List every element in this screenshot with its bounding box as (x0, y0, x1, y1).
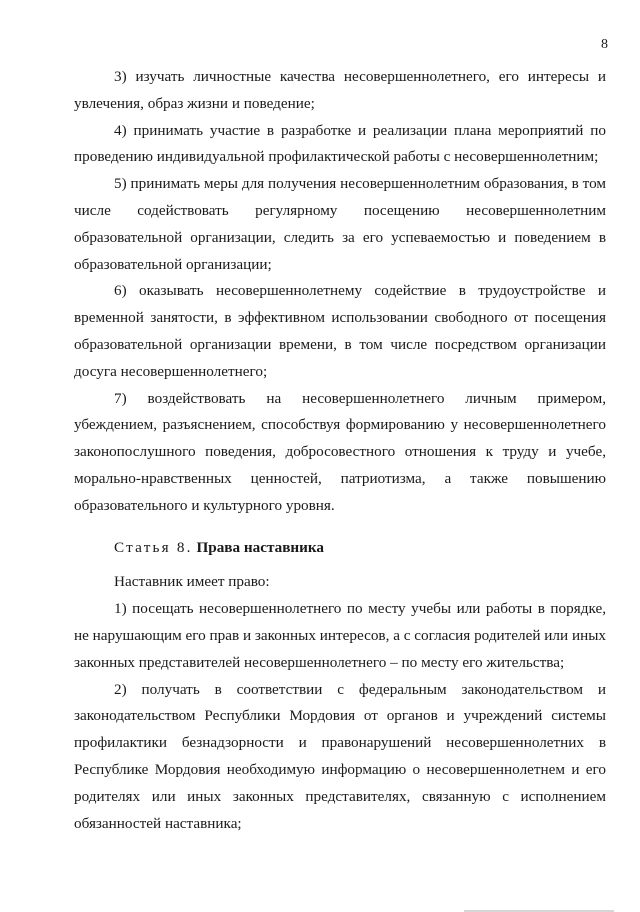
article-number: Статья 8. (114, 538, 193, 556)
article-intro: Наставник имеет право: (114, 573, 270, 591)
page-number: 8 (601, 37, 608, 52)
article-title: Права наставника (196, 538, 325, 556)
article-heading (74, 535, 606, 562)
list-item-6: 6) оказывать несовершеннолетнему содействие в трудоустройстве и временной занятости, в эффективном использовании свободного от посещения образовательной организации времени, в том числе посредством организации досуга несовершеннолетнего; (74, 282, 606, 380)
right-item-1: 1) посещать несовершеннолетнего по месту учебы или работы в порядке, не нарушающим его прав и законных интересов, а с согласия родителей или иных законных представителей несовершеннолетнего – по месту его жительства; (74, 600, 606, 671)
right-item-2: 2) получать в соответствии с федеральным законодательством и законодательством Республики Мордовия от органов и учреждений системы профилактики безнадзорности и правонарушений несовершеннолетних в Республике Мордовия необходимую информацию о несовершеннолетнем и его родителях или иных законных представителях, связанную с исполнением обязанностей наставника; (74, 680, 606, 832)
list-item-4: 4) принимать участие в разработке и реализации плана мероприятий по проведению индивидуальной профилактической работы с несовершеннолетним; (74, 121, 606, 166)
list-item-5: 5) принимать меры для получения несовершеннолетним образования, в том числе содействовать регулярному посещению несовершеннолетним образовательной организации, следить за его успеваемостью и поведением в образовательной организации; (74, 175, 606, 273)
list-item-3: 3) изучать личностные качества несовершеннолетнего, его интересы и увлечения, образ жизни и поведение; (74, 68, 606, 112)
document-body (74, 64, 606, 837)
list-item-7: 7) воздействовать на несовершеннолетнего личным примером, убеждением, разъяснением, способствуя формированию у несовершеннолетнего законопослушного поведения, добросовестного отношения к труду и учебе, морально-нравственных ценностей, патриотизма, а также повышению образовательного и культурного уровня. (74, 389, 606, 514)
